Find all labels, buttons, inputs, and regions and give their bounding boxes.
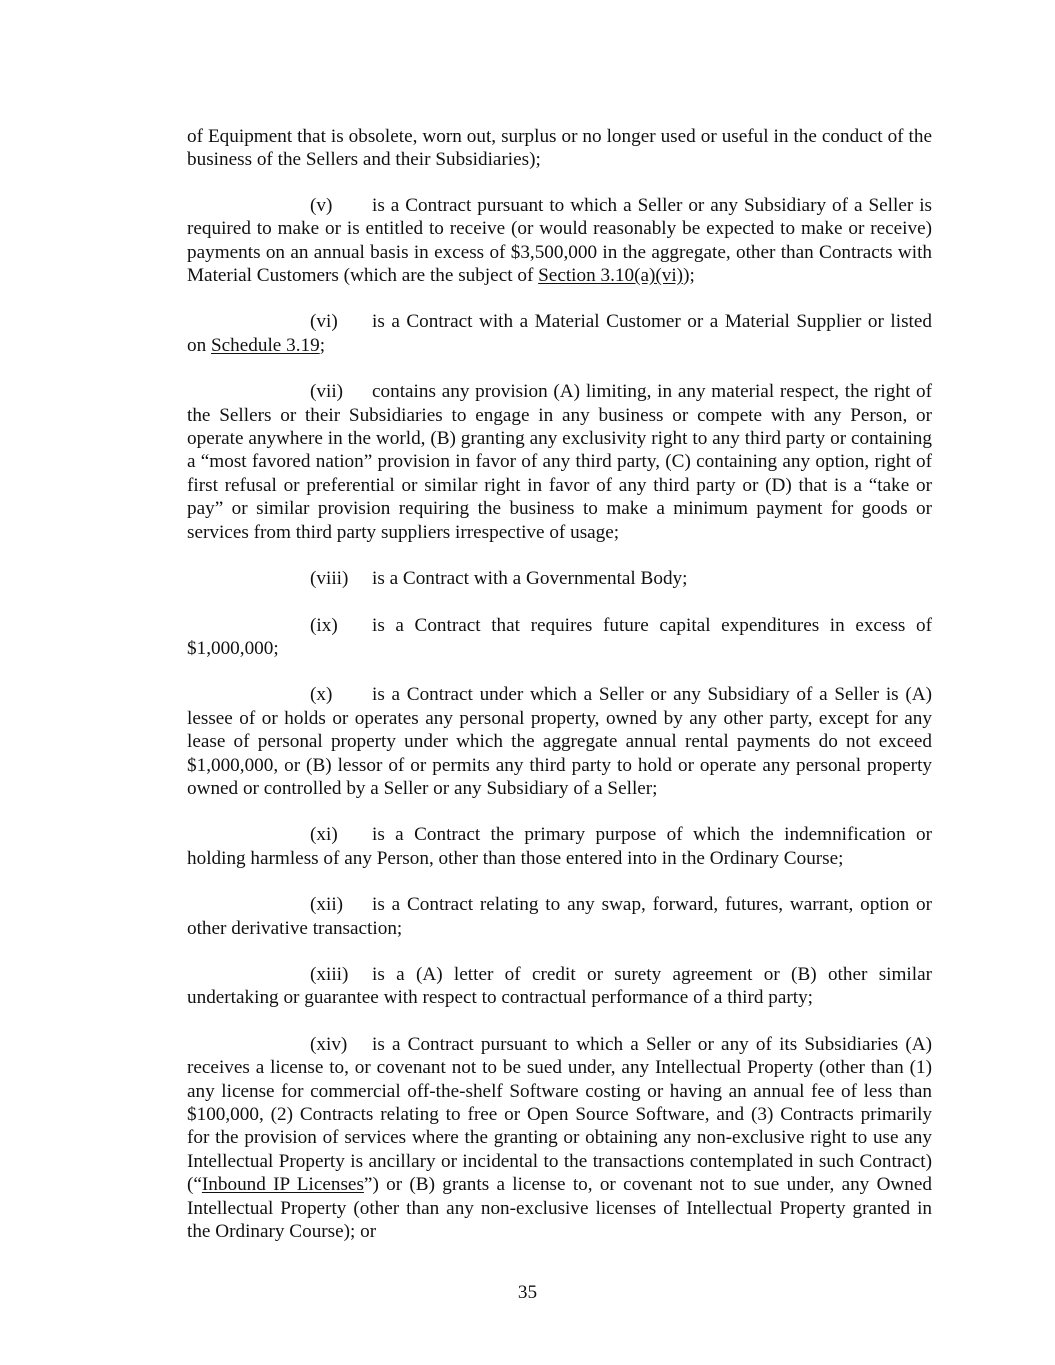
clause-text: is a Contract under which a Seller or any Subsidiary of a Seller is (A) lessee of or holds or operates any personal property, owned by any other party, except for any lease of personal property under which the aggregate annual rental payments do not exceed $1,000,000, or (B) lessor of or permits any third party to hold or operate any personal property owned or controlled by a Seller or any Subsidiary of a Seller;: [187, 684, 932, 799]
clause-text: is a (A) letter of credit or surety agreement or (B) other similar undertaking or guarantee with respect to contractual performance of a third party;: [187, 963, 932, 1009]
clause-number: (vii): [310, 381, 344, 403]
document-page: [187, 125, 932, 1266]
clause-x: [187, 683, 932, 800]
clause-xiv: [187, 1033, 932, 1244]
clause-number: (viii): [310, 568, 349, 590]
clause-xiii: [187, 963, 932, 1010]
clause-number: (xiv): [310, 1033, 348, 1055]
clause-number: (xii): [310, 894, 344, 916]
clause-number: (x): [310, 684, 333, 706]
clause-text: is a Contract that requires future capital expenditures in excess of $1,000,000;: [187, 614, 932, 659]
clause-ix: [187, 614, 932, 661]
page-number: 35: [517, 1282, 538, 1303]
intro-paragraph: of Equipment that is obsolete, worn out, surplus or no longer used or useful in the conduct of the business of the Sellers and their Subsidiaries);: [187, 126, 932, 171]
clause-text: is a Contract with a Material Customer or a Material Supplier or listed on: [187, 311, 932, 356]
clause-vii: [187, 380, 932, 544]
clause-xii: [187, 893, 932, 940]
clause-text: is a Contract with a Governmental Body;: [372, 568, 688, 590]
clause-vi: [187, 310, 932, 357]
clause-number: (v): [310, 194, 333, 216]
clause-number: (ix): [310, 614, 338, 636]
clause-number: (vi): [310, 311, 338, 333]
clause-viii: [187, 567, 932, 590]
clause-text: contains any provision (A) limiting, in any material respect, the right of the Sellers or their Subsidiaries to engage in any business or compete with any Person, or operate anywhere in the world, (B) granting any exclusivity right to any third party or containing a “most favored nation” provision in favor of any third party, (C) containing any option, right of first refusal or preferential or similar right in favor of any third party or (D) that is a “take or pay” or similar provision requiring the business to make a minimum payment for goods or services from third party suppliers irrespective of usage;: [187, 381, 932, 543]
defined-term: Inbound IP Licenses: [201, 1174, 364, 1196]
schedule-reference: Schedule 3.19: [210, 334, 320, 356]
clause-number: (xiii): [310, 963, 349, 985]
clause-text: is a Contract relating to any swap, forward, futures, warrant, option or other derivative transaction;: [187, 894, 932, 939]
clause-text-end: ”) or (B) grants a license to, or covenant not to sue under, any Owned Intellectual Property (other than any non-exclusive licenses of Intellectual Property granted in the Ordinary Course); or: [187, 1174, 932, 1243]
clause-xi: [187, 823, 932, 870]
clause-number: (xi): [310, 824, 338, 846]
section-reference: Section 3.10(a)(vi): [538, 265, 684, 287]
clause-text-end: ;: [319, 334, 326, 356]
clause-text-end: );: [683, 265, 695, 287]
clause-text: is a Contract pursuant to which a Seller or any of its Subsidiaries (A) receives a license to, or covenant not to be sued under, any Intellectual Property (other than (1) any license for commercial off-the-shelf Software costing or having an annual fee of less than $100,000, (2) Contracts relating to free or Open Source Software, and (3) Contracts primarily for the provision of services where the granting or obtaining any non-exclusive right to use any Intellectual Property is ancillary or incidental to the transactions contemplated in such Contract) (“: [187, 1033, 932, 1196]
clause-v: [187, 194, 932, 288]
clause-text: is a Contract pursuant to which a Seller or any Subsidiary of a Seller is required to make or is entitled to receive (or would reasonably be expected to make or receive) payments on an annual basis in excess of $3,500,000 in the aggregate, other than Contracts with Material Customers (which are the subject of: [187, 194, 932, 287]
clause-text: is a Contract the primary purpose of which the indemnification or holding harmless of any Person, other than those entered into in the Ordinary Course;: [187, 824, 932, 869]
